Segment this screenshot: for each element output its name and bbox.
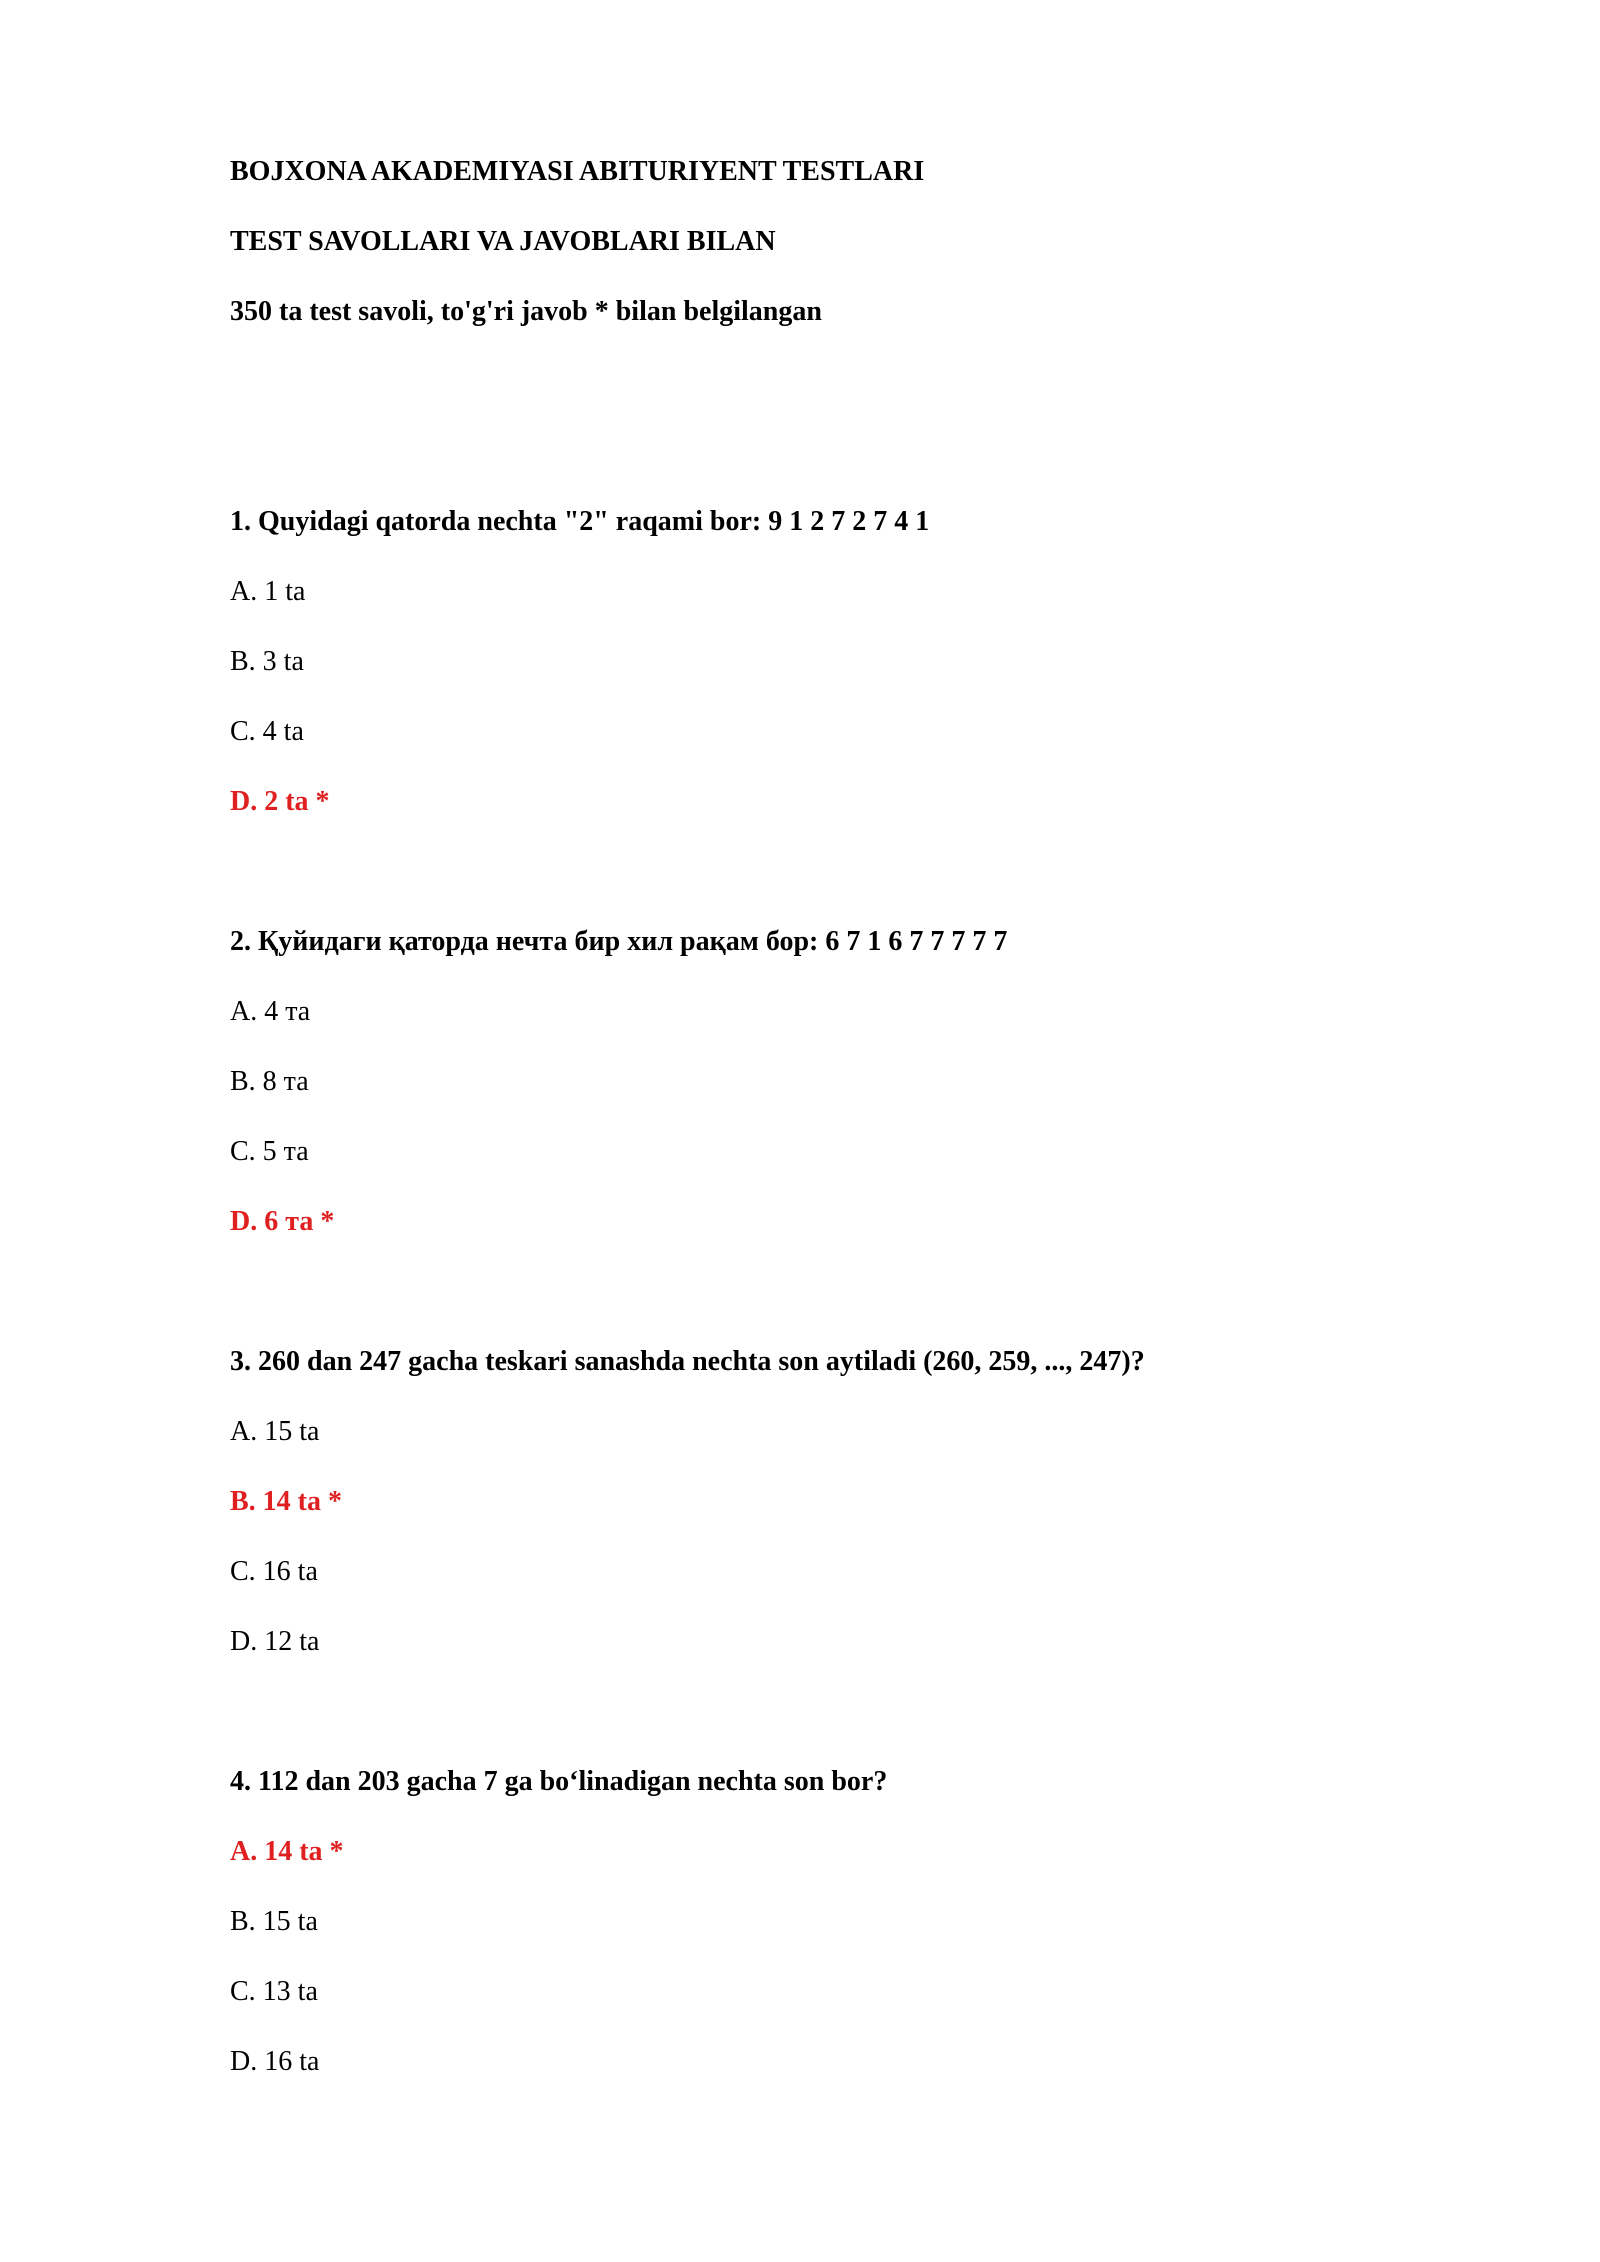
answer-option: A. 1 ta bbox=[230, 576, 306, 607]
answer-option: C. 13 ta bbox=[230, 1976, 318, 2007]
question-text: 3. 260 dan 247 gacha teskari sanashda nechta son aytiladi (260, 259, ..., 247)? bbox=[230, 1346, 1145, 1377]
answer-option: B. 15 ta bbox=[230, 1906, 318, 1937]
answer-option: C. 16 ta bbox=[230, 1556, 318, 1587]
answer-option: B. 3 ta bbox=[230, 646, 304, 677]
answer-option: A. 4 та bbox=[230, 996, 311, 1027]
document-note: 350 ta test savoli, to'g'ri javob * bilan belgilangan bbox=[230, 296, 822, 327]
correct-answer-option: D. 2 ta * bbox=[230, 786, 330, 817]
correct-answer-option: B. 14 ta * bbox=[230, 1486, 342, 1517]
question-text: 2. Қуйидаги қаторда нечта бир хил рақам бор: 6 7 1 6 7 7 7 7 7 bbox=[230, 926, 1008, 957]
question-text: 4. 112 dan 203 gacha 7 ga boʻlinadigan nechta son bor? bbox=[230, 1766, 888, 1797]
question-text: 1. Quyidagi qatorda nechta "2" raqami bor: 9 1 2 7 2 7 4 1 bbox=[230, 506, 930, 537]
correct-answer-option: D. 6 та * bbox=[230, 1206, 335, 1237]
answer-option: C. 4 ta bbox=[230, 716, 304, 747]
answer-option: B. 8 та bbox=[230, 1066, 309, 1097]
answer-option: D. 12 ta bbox=[230, 1626, 320, 1657]
answer-option: C. 5 та bbox=[230, 1136, 309, 1167]
answer-option: D. 16 ta bbox=[230, 2046, 320, 2077]
document-title: BOJXONA AKADEMIYASI ABITURIYENT TESTLARI bbox=[230, 156, 925, 187]
answer-option: A. 15 ta bbox=[230, 1416, 320, 1447]
document-subtitle: TEST SAVOLLARI VA JAVOBLARI BILAN bbox=[230, 226, 776, 257]
correct-answer-option: A. 14 ta * bbox=[230, 1836, 344, 1867]
